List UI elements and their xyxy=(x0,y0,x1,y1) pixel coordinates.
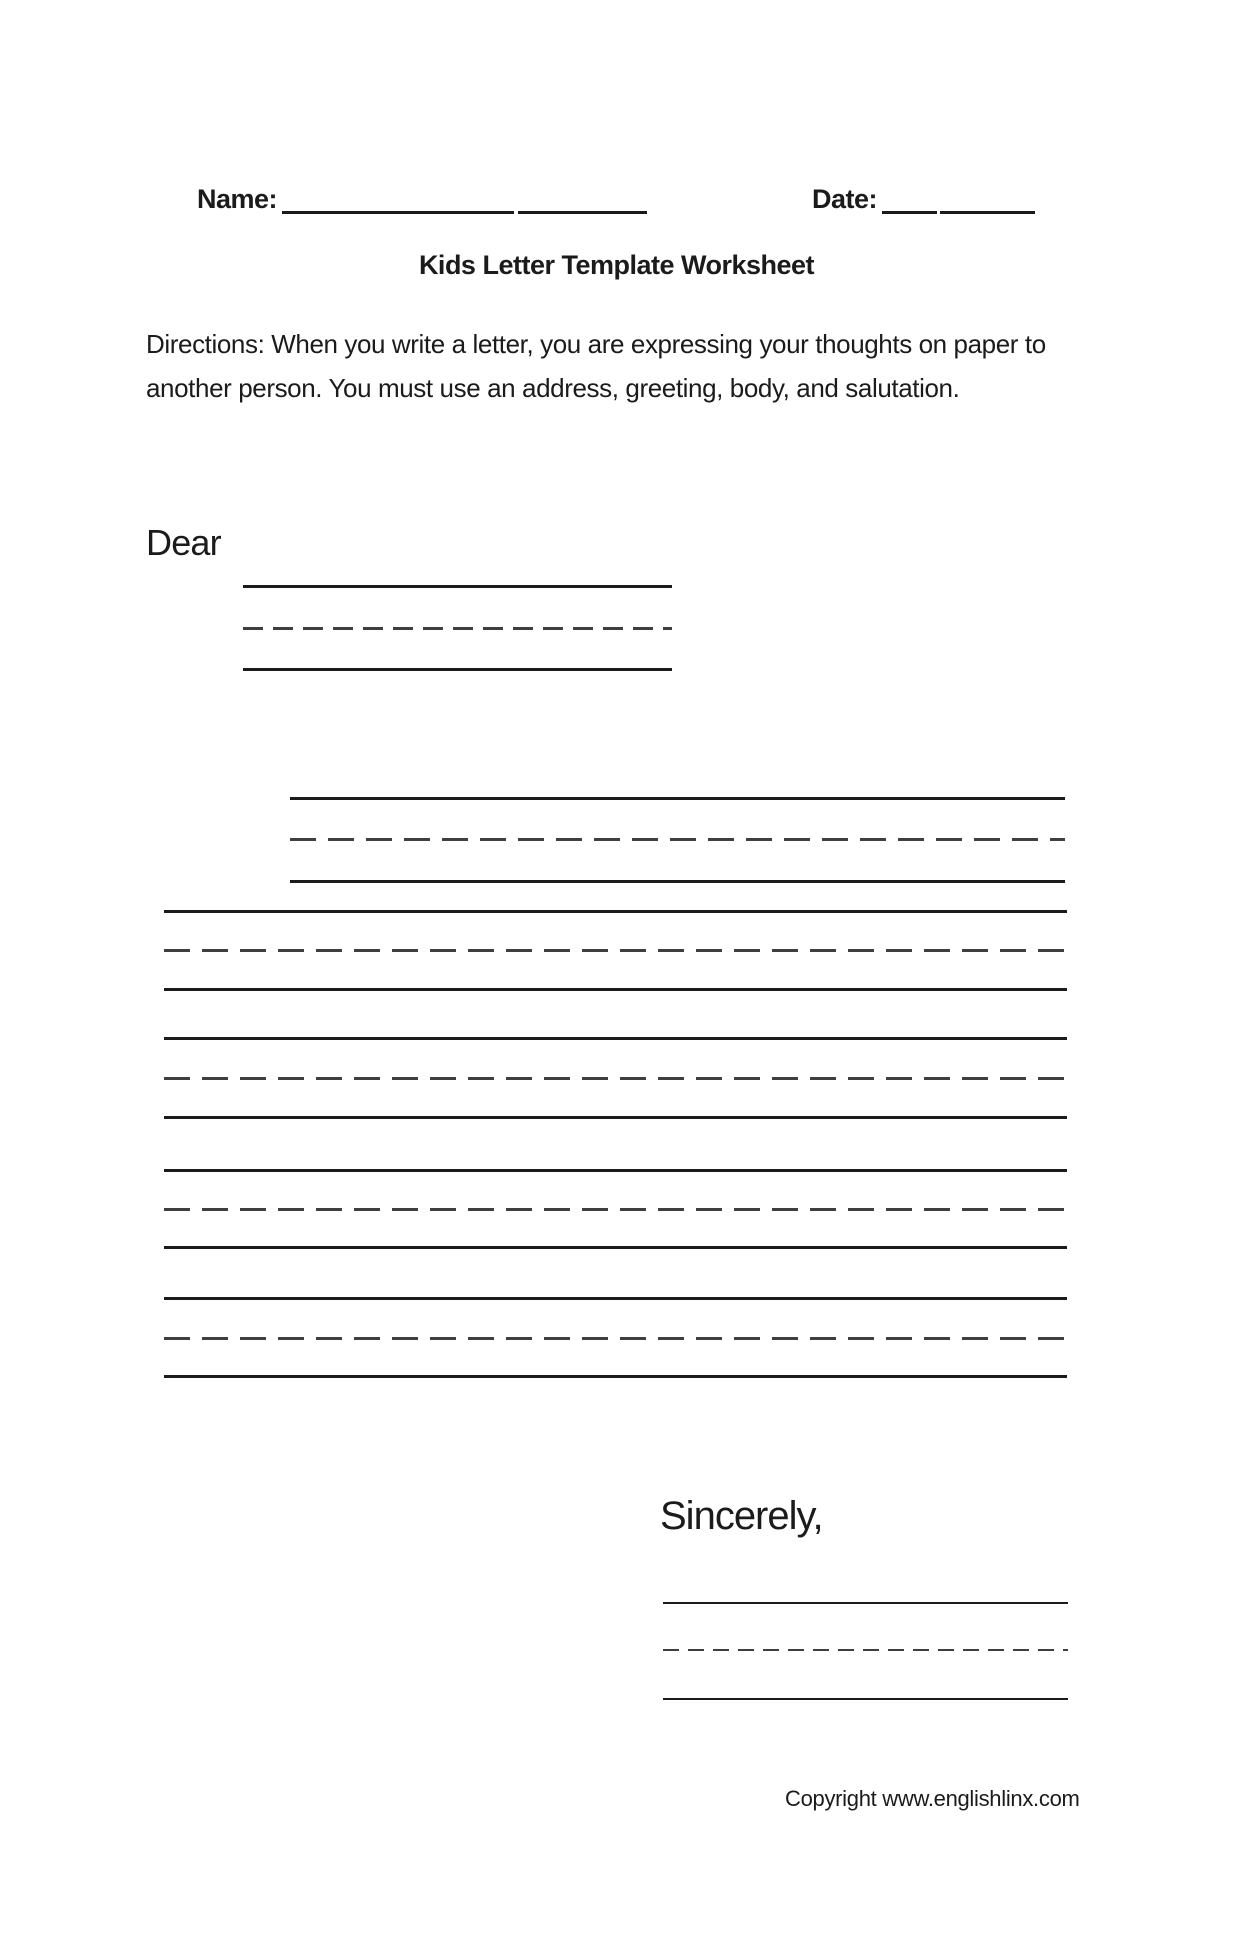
body-lines-1-dashed xyxy=(164,949,1067,952)
body-lines-2-solid xyxy=(164,1037,1067,1040)
closing-lines-solid xyxy=(663,1698,1068,1700)
body-lines-1-solid xyxy=(164,910,1067,913)
directions-text xyxy=(146,322,1046,410)
body-lines-2-solid xyxy=(164,1116,1067,1119)
worksheet-title: Kids Letter Template Worksheet xyxy=(418,250,815,280)
name-underline-1 xyxy=(282,211,514,214)
greeting-lines-solid xyxy=(243,668,672,671)
address-lines-solid xyxy=(290,797,1065,800)
copyright-footer: Copyright www.englishlinx.com xyxy=(785,1786,1080,1811)
name-underline-2 xyxy=(518,211,647,214)
directions-line-1: Directions: When you write a letter, you are expressing your thoughts on paper to xyxy=(146,329,1046,359)
body-lines-3-solid xyxy=(164,1169,1067,1172)
greeting-label: Dear xyxy=(146,522,221,563)
body-lines-3-dashed xyxy=(164,1208,1067,1211)
body-lines-4-solid xyxy=(164,1375,1067,1378)
name-label: Name: xyxy=(197,184,278,214)
body-lines-4-dashed xyxy=(164,1337,1067,1340)
greeting-lines-solid xyxy=(243,585,672,588)
body-lines-1-solid xyxy=(164,988,1067,991)
date-underline-1 xyxy=(882,211,937,214)
address-lines-dashed xyxy=(290,838,1065,841)
directions-line-2: another person. You must use an address, greeting, body, and salutation. xyxy=(146,373,960,403)
date-underline-2 xyxy=(940,211,1035,214)
closing-lines-dashed xyxy=(663,1649,1068,1651)
greeting-lines-dashed xyxy=(243,627,672,630)
closing-label: Sincerely, xyxy=(660,1494,823,1538)
body-lines-2-dashed xyxy=(164,1077,1067,1080)
body-lines-3-solid xyxy=(164,1246,1067,1249)
body-lines-4-solid xyxy=(164,1297,1067,1300)
address-lines-solid xyxy=(290,880,1065,883)
closing-lines-solid xyxy=(663,1602,1068,1604)
date-label: Date: xyxy=(812,184,878,214)
